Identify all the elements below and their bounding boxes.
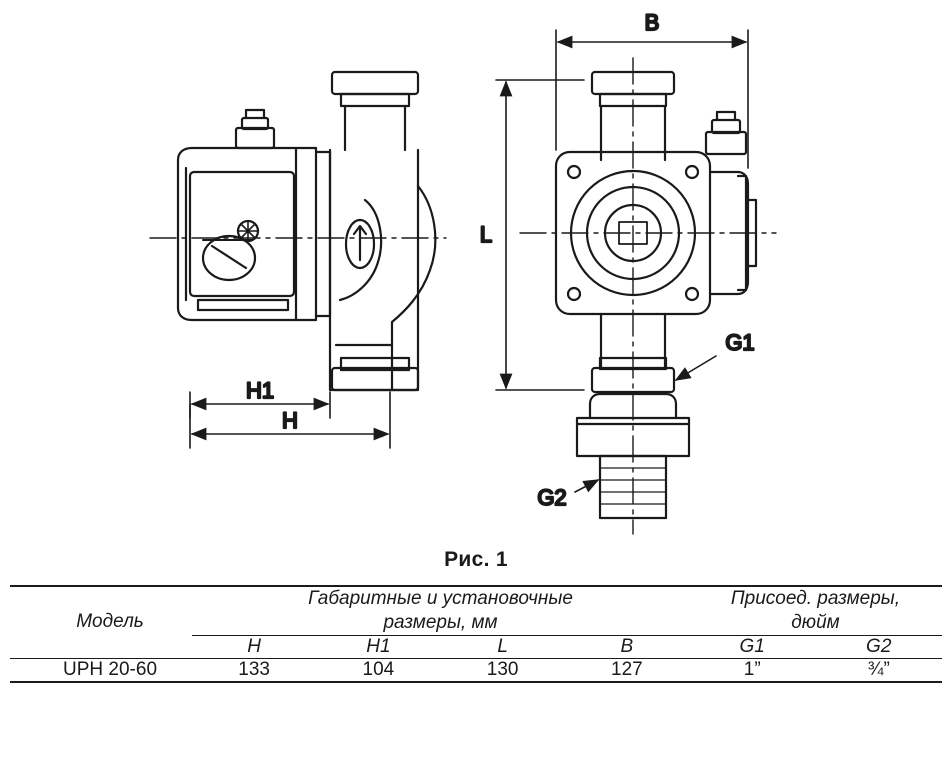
header-group-connections-line1: Присоед. размеры, xyxy=(730,588,901,609)
header-col-g2: G2 xyxy=(866,635,892,657)
leader-g1 xyxy=(676,356,716,380)
label-g2: G2 xyxy=(537,485,567,510)
side-view-motor-housing xyxy=(178,148,330,320)
header-model: Модель xyxy=(10,586,192,658)
cell-model: UPH 20-60 xyxy=(10,658,192,682)
cell-g1: 1” xyxy=(689,658,816,682)
side-view-bottom-flange xyxy=(332,358,418,390)
side-view-speed-knob xyxy=(203,236,255,280)
header-group-connections xyxy=(689,586,942,635)
label-g1: G1 xyxy=(725,330,755,355)
specifications-table xyxy=(10,585,942,683)
header-col-b: B xyxy=(620,635,634,657)
side-view-top-flange xyxy=(332,72,418,150)
header-col-g1: G1 xyxy=(739,635,765,657)
cell-h1: 104 xyxy=(316,658,440,682)
front-view-centerlines xyxy=(520,58,776,534)
cell-h: 133 xyxy=(192,658,316,682)
leader-g2 xyxy=(575,480,598,492)
header-col-l: L xyxy=(497,635,508,657)
header-group-dimensions-line1: Габаритные и установочные xyxy=(308,588,573,609)
front-view-terminal-box xyxy=(706,112,746,154)
table-header-groups xyxy=(10,586,942,635)
label-h: H xyxy=(282,408,298,433)
side-view-volute xyxy=(330,150,435,390)
cell-g2: ¾” xyxy=(815,658,942,682)
label-l: L xyxy=(479,222,493,247)
header-group-connections-line2: дюйм xyxy=(791,611,840,633)
side-view-terminal-box xyxy=(236,110,274,148)
cell-l: 130 xyxy=(441,658,565,682)
side-view-flow-indicator xyxy=(346,220,374,268)
label-h1: H1 xyxy=(245,378,275,403)
figure-caption: Рис. 1 xyxy=(444,548,508,571)
header-group-dimensions xyxy=(192,586,689,635)
header-col-h: H xyxy=(247,635,262,657)
table-row xyxy=(10,658,942,682)
header-group-dimensions-line2: размеры, мм xyxy=(383,611,498,633)
header-col-h1: H1 xyxy=(366,635,391,657)
cell-b: 127 xyxy=(565,658,689,682)
dimension-b xyxy=(556,30,748,168)
label-b: B xyxy=(644,10,660,35)
